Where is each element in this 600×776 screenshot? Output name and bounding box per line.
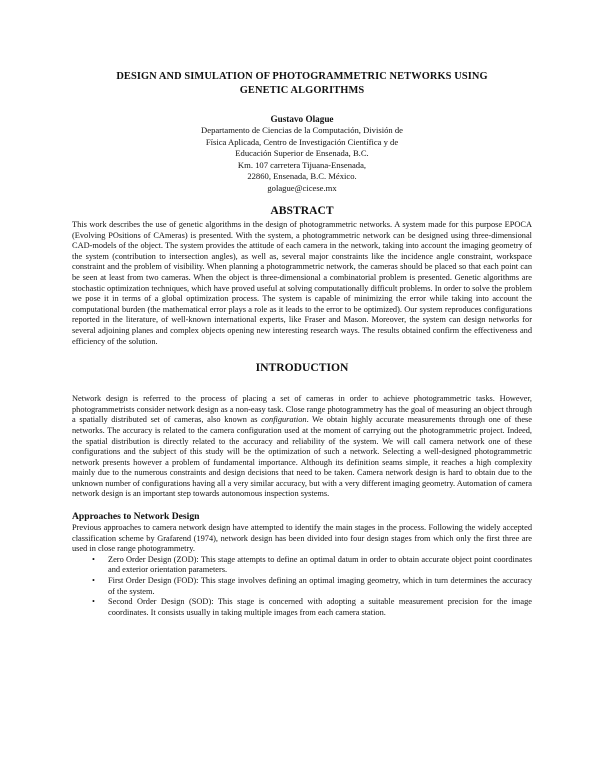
design-stages-list [72, 555, 532, 619]
abstract-text: This work describes the use of genetic algorithms in the design of photogrammetric networks. A system made for this purpose EPOCA (Evolving POsitions of CAmeras) is presented. With the system, a photogrammetric network can be designed using three-dimensional CAD-models of the object. The system provides the attitude of each camera in the network, taking into account the imaging geometry of the system (contribution to intersection angles), as well as, several major constraints like the incidence angle constraint, workspace constraint and the problem of visibility. When planning a photogrammetric network, the cameras should be placed so that each point can be seen at least from two cameras. When the object is three-dimensional a combinatorial problem is presented. Genetic algorithms are stochastic optimization techniques, which have proved useful at solving computationally difficult problems. In order to solve the problem we pose it in terms of a global optimization process. The system is capable of minimizing the error while taking into account the computational burden (the mathematical error plays a role as it leads to the error to be optimized). Our system reproduces configurations reported in the literature, of well-known international experts, like Fraser and Mason. Moreover, the system can design networks for several adjoining planes and complex objects opening new interesting research ways. The results obtained confirm the effectiveness and efficiency of the solution. [72, 220, 532, 346]
list-item-text: Second Order Design (SOD): This stage is concerned with adopting a suitable measurement precision for the image coordinates. It consists usually in taking multiple images from each camera station. [108, 597, 532, 617]
bullet-icon: • [92, 554, 95, 564]
intro-emphasis-configuration: configuration [261, 415, 307, 425]
author-name: Gustavo Olague [270, 114, 334, 124]
author-email: golague@cicese.mx [267, 182, 337, 193]
title-line-2: GENETIC ALGORITHMS [239, 85, 365, 96]
list-item [72, 576, 532, 597]
introduction-heading: INTRODUCTION [255, 361, 349, 375]
intro-text-before: Network design is referred to the process of placing a set of cameras in order to achieve photogrammetric tasks. However, photogrammetrists consider network design as a non-easy task. Close range photogrammetry has the goal of measuring an object through a spatially distributed set of cameras, also known as [72, 394, 532, 425]
author-affiliation [72, 125, 532, 194]
paper-title [72, 70, 532, 98]
approaches-text: Previous approaches to camera network design have attempted to identify the main stages in the process. Following the widely accepted classification scheme by Grafarend (1974), network design has been divided into four design stages from which only the first three are used in close range photogrammetry. [72, 523, 532, 554]
affiliation-line: Física Aplicada, Centro de Investigación Científica y de [205, 136, 399, 147]
list-item-text: First Order Design (FOD): This stage involves defining an optimal imaging geometry, which in turn determines the accuracy of the system. [108, 576, 532, 596]
list-item-text: Zero Order Design (ZOD): This stage attempts to define an optimal datum in order to obtain accurate object point coordinates and exterior orientation parameters. [108, 554, 532, 575]
affiliation-line: Educación Superior de Ensenada, B.C. [235, 148, 369, 158]
bullet-icon: • [92, 576, 95, 586]
introduction-text [72, 394, 532, 500]
intro-text-after: . We obtain highly accurate measurements through one of these networks. The accuracy is related to the camera configuration used at the moment of carrying out the photogrammetric project. Indeed, the spatial distribution is directly related to the accuracy and reliability of the system. We will call camera network one of these configurations and the subject of this study will be the optimization of such a network. Selecting a well-designed photogrammetric network presents however a problem of fundamental importance. Although its definition seams simple, it reaches a high complexity mainly due to the numerous constraints and design decisions that need to be taken. Camera network design is hard to obtain due to the unknown number of configurations having all a very similar accuracy, but with a very different imaging geometry. Automation of camera network design is an important step towards autonomous inspection systems. [72, 415, 532, 499]
list-item [72, 597, 532, 618]
bullet-icon: • [92, 597, 95, 607]
affiliation-line: 22860, Ensenada, B.C. México. [247, 171, 357, 181]
abstract-heading: ABSTRACT [270, 204, 334, 217]
affiliation-line: Departamento de Ciencias de la Computación, División de [201, 125, 403, 135]
approaches-heading: Approaches to Network Design [72, 511, 200, 523]
affiliation-line: Km. 107 carretera Tijuana-Ensenada, [237, 159, 367, 170]
title-line-1: DESIGN AND SIMULATION OF PHOTOGRAMMETRIC NETWORKS USING [116, 71, 488, 82]
paper-page [72, 70, 532, 618]
list-item [72, 555, 532, 576]
